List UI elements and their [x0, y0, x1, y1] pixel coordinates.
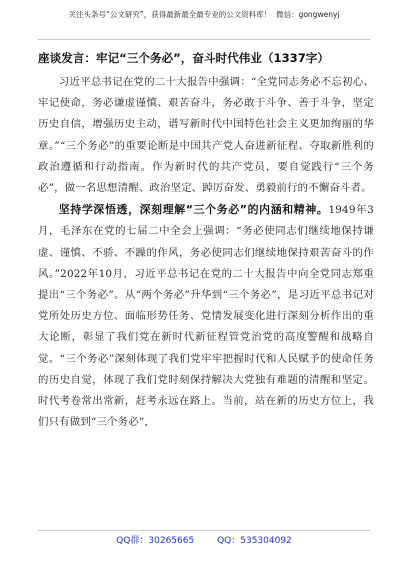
footer-qq: QQ：535304092: [217, 536, 292, 546]
document-body: [38, 72, 374, 433]
paragraph-2: [38, 199, 374, 433]
footer: [38, 530, 370, 551]
header-note-text: 关注头条号“公文研究”，获得最新最全最专业的公文资料库！: [68, 10, 272, 19]
paragraph-1: 习近平总书记在党的二十大报告中强调：“全党同志务必不忘初心、牢记使命，务必谦虚谨慎、艰苦奋斗，务必敢于斗争、善于斗争，坚定历史自信，增强历史主动，谱写新时代中国特色社会主义更加绚丽的华章。”“三个务必”的重要论断是中国共产党人奋进新征程、夺取新胜利的政治遵循和行动指南。作为新时代的共产党员，要自觉践行“三个务必”，做一名思想清醒、政治坚定、踔厉奋发、勇毅前行的不懈奋斗者。: [38, 76, 374, 195]
header-wechat-text: 微信：gongwenyj: [276, 10, 340, 19]
header-note: [38, 6, 370, 40]
footer-qq-group: QQ群：30265665: [116, 536, 195, 546]
document-title: 座谈发言：牢记“三个务必”，奋斗时代伟业（1337字）: [38, 51, 329, 65]
paragraph-2-body: 1949年3月，毛泽东在党的七届二中全会上强调：“务必使同志们继续地保持谦虚、谨慎、不骄、不躁的作风，务必使同志们继续地保持艰苦奋斗的作风。”2022年10月，习近平总书记在党的二十大报告中向全党同志郑重提出“三个务必”。从“两个务必”升华到“三个务必”，是习近平总书记对党所处历史方位、面临形势任务、党情发展变化进行深刻分析作出的重大论断，彰显了我们党在新时代新征程管党治党的高度警醒和战略自觉。“三个务必”深刻体现了我们党牢牢把握时代和人民赋予的使命任务的历史自觉，体现了我们党时刻保持解决大党独有难题的清醒和坚定。时代考卷常出常新，赶考永远在路上。当前，站在新的历史方位上，我们只有做到“三个务必”，: [38, 204, 374, 429]
paragraph-2-heading: 坚持学深悟透，深刻理解“三个务必”的内涵和精神。: [58, 203, 329, 217]
